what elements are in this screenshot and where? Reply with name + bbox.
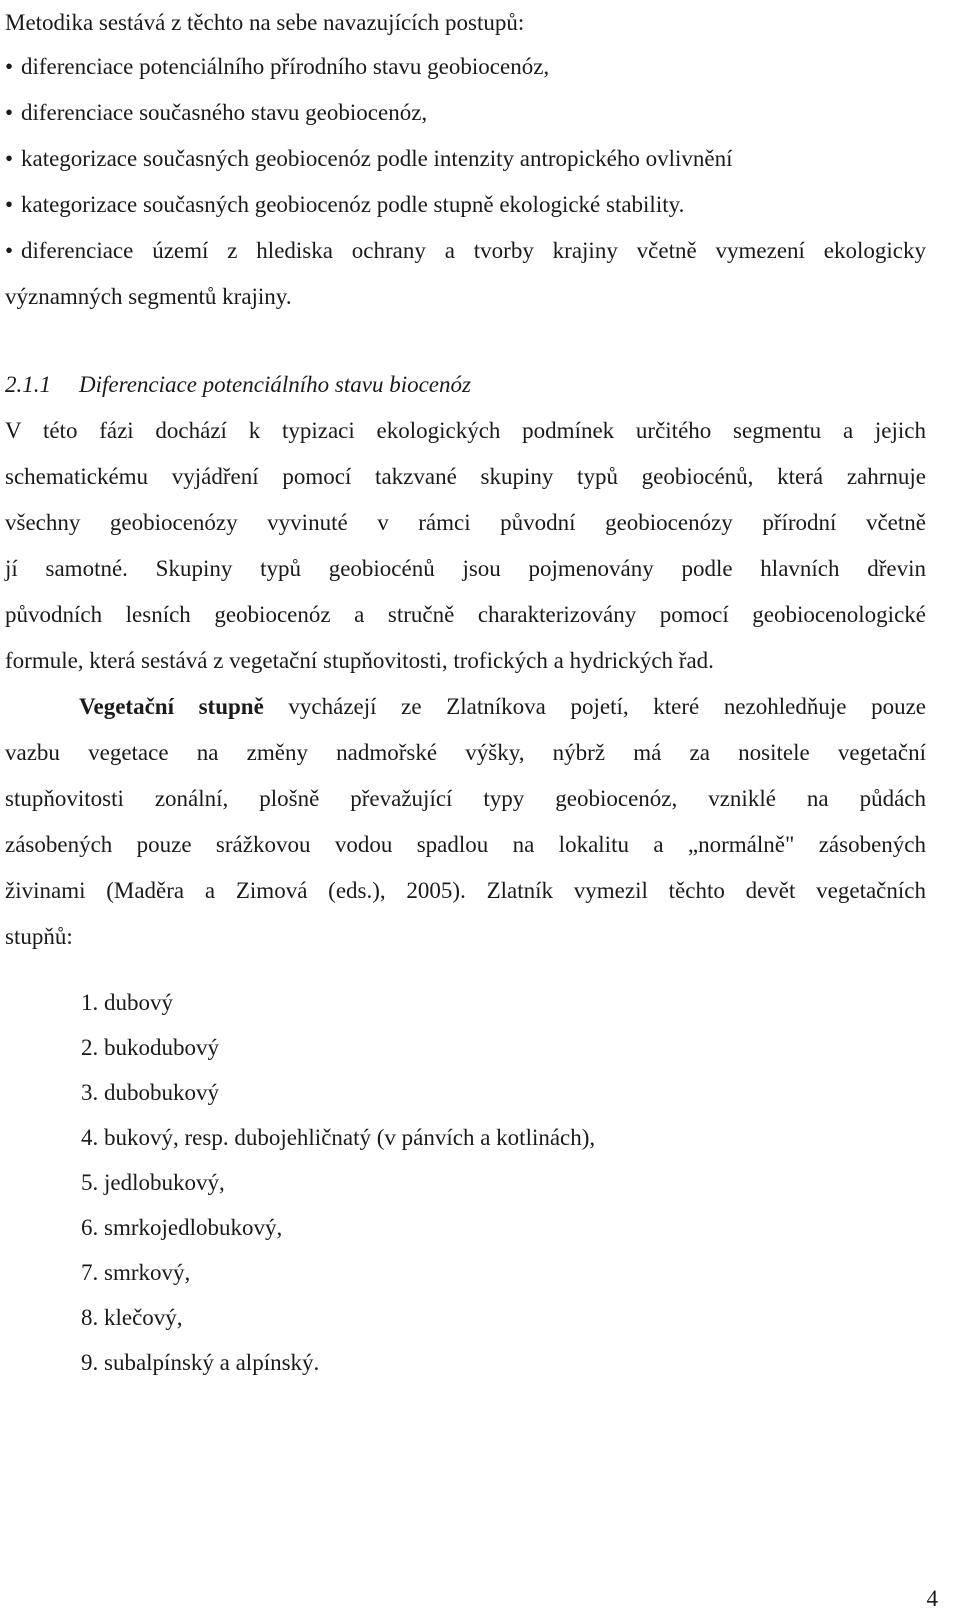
list-item: 3. dubobukový <box>81 1080 219 1105</box>
list-item: 6. smrkojedlobukový, <box>81 1215 283 1240</box>
bullet-text: kategorizace současných geobiocenóz podle stupně ekologické stability. <box>21 192 685 217</box>
paragraph-2 <box>5 684 926 960</box>
paragraph-1 <box>5 408 926 684</box>
bullet-item <box>5 228 926 274</box>
bullet-icon: • <box>5 146 14 171</box>
section-title: Diferenciace potenciálního stavu biocenóz <box>79 372 471 397</box>
bullet-item-continuation: významných segmentů krajiny. <box>5 284 292 309</box>
paragraph-line: původních lesních geobiocenóz a stručně charakterizovány pomocí geobiocenologické <box>5 602 926 627</box>
bullet-icon: • <box>5 54 14 79</box>
paragraph-line: jí samotné. Skupiny typů geobiocénů jsou pojmenovány podle hlavních dřevin <box>5 556 926 581</box>
bullet-icon: • <box>5 100 14 125</box>
paragraph-line: formule, která sestává z vegetační stupňovitosti, trofických a hydrických řad. <box>5 648 714 673</box>
bullet-text: diferenciace potenciálního přírodního stavu geobiocenóz, <box>21 54 550 79</box>
bold-term: Vegetační stupně <box>79 694 264 719</box>
bullet-icon: • <box>5 238 14 263</box>
paragraph-line: V této fázi dochází k typizaci ekologických podmínek určitého segmentu a jejich <box>5 418 926 443</box>
list-item: 9. subalpínský a alpínský. <box>81 1350 320 1375</box>
paragraph-line: stupňů: <box>5 924 73 949</box>
list-item: 7. smrkový, <box>81 1260 191 1285</box>
section-number: 2.1.1 <box>5 372 51 397</box>
paragraph-line: stupňovitosti zonální, plošně převažující typy geobiocenóz, vzniklé na půdách <box>5 786 926 811</box>
list-item: 5. jedlobukový, <box>81 1170 225 1195</box>
paragraph-line: vazbu vegetace na změny nadmořské výšky, nýbrž má za nositele vegetační <box>5 740 926 765</box>
bullet-item <box>5 182 926 228</box>
intro-text: Metodika sestává z těchto na sebe navazujících postupů: <box>5 10 525 35</box>
page-number: 4 <box>926 1586 938 1611</box>
bullet-item <box>5 90 926 136</box>
section-heading <box>5 362 926 408</box>
bullet-text: diferenciace současného stavu geobiocenóz, <box>21 100 428 125</box>
list-item: 2. bukodubový <box>81 1035 219 1060</box>
bullet-icon: • <box>5 192 14 217</box>
bullet-text: kategorizace současných geobiocenóz podle intenzity antropického ovlivnění <box>21 146 733 171</box>
page-content <box>5 2 926 1385</box>
list-item: 1. dubový <box>81 990 173 1015</box>
paragraph-text: vycházejí ze Zlatníkova pojetí, které nezohledňuje pouze <box>263 694 926 719</box>
vegetation-stage-list <box>5 980 926 1385</box>
bullet-text: diferenciace území z hlediska ochrany a tvorby krajiny včetně vymezení ekologicky <box>21 238 926 263</box>
paragraph-line <box>5 684 926 730</box>
bullet-list <box>5 44 926 320</box>
list-item: 8. klečový, <box>81 1305 183 1330</box>
list-item: 4. bukový, resp. dubojehličnatý (v pánvích a kotlinách), <box>81 1125 596 1150</box>
paragraph-line: zásobených pouze srážkovou vodou spadlou na lokalitu a „normálně" zásobených <box>5 832 926 857</box>
paragraph-line: živinami (Maděra a Zimová (eds.), 2005). Zlatník vymezil těchto devět vegetačních <box>5 878 926 903</box>
bullet-item <box>5 44 926 90</box>
paragraph-line: schematickému vyjádření pomocí takzvané skupiny typů geobiocénů, která zahrnuje <box>5 464 926 489</box>
paragraph-line: všechny geobiocenózy vyvinuté v rámci původní geobiocenózy přírodní včetně <box>5 510 926 535</box>
bullet-item <box>5 136 926 182</box>
